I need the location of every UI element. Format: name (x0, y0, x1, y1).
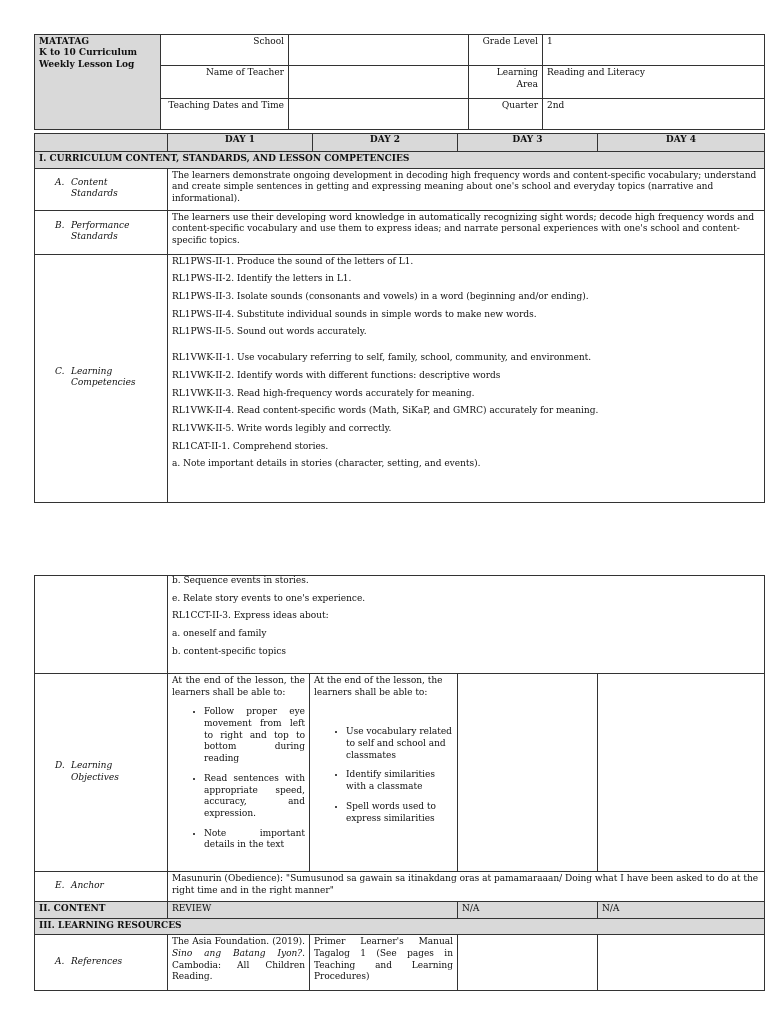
anchor-text: Masunurin (Obedience): "Sumusunod sa gawain sa itinakdang oras at pamamaraaan/ Doing what I have been asked to do at the right time and in the right manner" (168, 872, 765, 902)
learning-area-field[interactable]: Reading and Literacy (543, 66, 765, 99)
objective-item: • Spell words used to express similarities (346, 802, 453, 825)
corner-cell (35, 134, 168, 152)
day-4-reference (598, 935, 765, 991)
day-3-objectives (458, 674, 598, 872)
section-1-title: I. CURRICULUM CONTENT, STANDARDS, AND LESSON COMPETENCIES (35, 152, 765, 169)
competency-item: b. content-specific topics (172, 646, 286, 657)
learning-objectives-label: D. Learning Objectives (35, 674, 168, 872)
competency-item: a. Note important details in stories (character, setting, and events). (172, 459, 481, 470)
competency-item: RL1VWK-II-2. Identify words with different functions: descriptive words (172, 370, 501, 381)
day-1-header: DAY 1 (168, 134, 313, 152)
teacher-field[interactable] (289, 66, 469, 99)
learning-area-label: Learning Area (469, 66, 543, 99)
quarter-field[interactable]: 2nd (543, 99, 765, 130)
dates-field[interactable] (289, 99, 469, 130)
content-standards-label: A. Content Standards (35, 168, 168, 210)
objective-item: • Read sentences with appropriate speed, accuracy, and expression. (204, 774, 305, 821)
competency-item: RL1PWS-II-2. Identify the letters in L1. (172, 274, 352, 285)
grade-level-field[interactable]: 1 (543, 35, 765, 66)
title-line-2: K to 10 Curriculum (39, 48, 138, 59)
competency-item: e. Relate story events to one's experience. (172, 593, 366, 604)
learning-competencies-list (168, 254, 765, 502)
competency-item: RL1PWS-II-1. Produce the sound of the letters of L1. (172, 256, 414, 267)
day-3-header: DAY 3 (458, 134, 598, 152)
competency-item: RL1CCT-II-3. Express ideas about: (172, 611, 329, 622)
content-day-3: N/A (458, 902, 598, 919)
objective-item: • Note important details in the text (204, 829, 305, 852)
performance-standards-label: B. Performance Standards (35, 210, 168, 254)
competencies-continued-label (35, 576, 168, 674)
day-4-header: DAY 4 (598, 134, 765, 152)
day-4-objectives (598, 674, 765, 872)
competency-item: RL1PWS-II-5. Sound out words accurately. (172, 327, 367, 338)
competency-item: RL1VWK-II-5. Write words legibly and correctly. (172, 423, 392, 434)
learning-competencies-list-continued (168, 576, 765, 674)
learning-competencies-label: C. Learning Competencies (35, 254, 168, 502)
objective-item: • Use vocabulary related to self and school and classmates (346, 727, 453, 762)
objective-item: • Identify similarities with a classmate (346, 770, 453, 793)
log-title (35, 35, 161, 130)
dates-label: Teaching Dates and Time (161, 99, 289, 130)
section-3-title: III. LEARNING RESOURCES (35, 918, 765, 935)
day-1-objectives: At the end of the lesson, the learners shall be able to: • Follow proper eye movement from left to right and top to bottom during reading • Read sentences with appropriate speed, accuracy, and expression. • Note important details in the text (168, 674, 310, 872)
competency-item: b. Sequence events in stories. (172, 576, 309, 586)
school-field[interactable] (289, 35, 469, 66)
grade-level-label: Grade Level (469, 35, 543, 66)
day-1-reference: The Asia Foundation. (2019). Sino ang Batang Iyon?. Cambodia: All Children Reading. (168, 935, 310, 991)
objective-item: • Follow proper eye movement from left to right and top to bottom during reading (204, 707, 305, 765)
competency-item: RL1PWS-II-4. Substitute individual sounds in simple words to make new words. (172, 309, 537, 320)
day-2-objectives: At the end of the lesson, the learners shall be able to: • Use vocabulary related to self and school and classmates • Identify similarities with a classmate • Spell words used to express similarities (310, 674, 458, 872)
lesson-log-table-part-1 (34, 133, 765, 503)
teacher-label: Name of Teacher (161, 66, 289, 99)
competency-item: RL1PWS-II-3. Isolate sounds (consonants and vowels) in a word (beginning and/or ending). (172, 292, 589, 303)
content-day-4: N/A (598, 902, 765, 919)
day-3-reference (458, 935, 598, 991)
quarter-label: Quarter (469, 99, 543, 130)
competency-item: a. oneself and family (172, 629, 267, 640)
competency-item: RL1VWK-II-3. Read high-frequency words accurately for meaning. (172, 388, 475, 399)
anchor-label: E. Anchor (35, 872, 168, 902)
competency-item: RL1VWK-II-1. Use vocabulary referring to self, family, school, community, and environment. (172, 353, 592, 364)
title-line-1: MATATAG (39, 37, 90, 47)
content-standards-text: The learners demonstrate ongoing development in decoding high frequency words and content-specific vocabulary; understand and create simple sentences in getting and expressing meaning about one's school and everyday topics (narrative and informational). (168, 168, 765, 210)
title-line-3: Weekly Lesson Log (39, 59, 135, 70)
competency-item: RL1CAT-II-1. Comprehend stories. (172, 441, 329, 452)
references-label: A. References (35, 935, 168, 991)
lesson-log-table-part-2 (34, 575, 765, 991)
section-2-title: II. CONTENT (35, 902, 168, 919)
competency-item: RL1VWK-II-4. Read content-specific words (Math, SiKaP, and GMRC) accurately for meaning. (172, 406, 599, 417)
school-label: School (161, 35, 289, 66)
day-2-header: DAY 2 (313, 134, 458, 152)
content-day-1-2: REVIEW (168, 902, 458, 919)
performance-standards-text: The learners use their developing word knowledge in automatically recognizing sight words; decode high frequency words and content-specific vocabulary and use them to express ideas; and narrate personal experiences with one's school and content-specific topics. (168, 210, 765, 254)
header-table (34, 34, 765, 130)
day-2-reference: Primer Learner's Manual Tagalog 1 (See pages in Teaching and Learning Procedures) (310, 935, 458, 991)
